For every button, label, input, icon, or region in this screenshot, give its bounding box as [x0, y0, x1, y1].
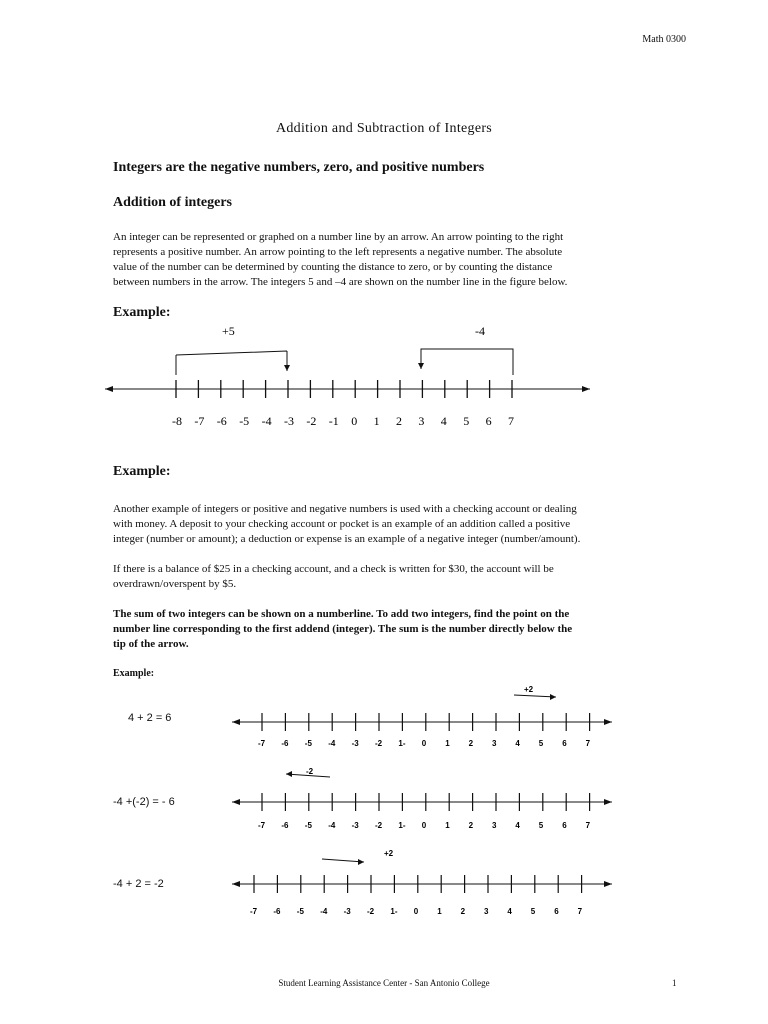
tick-label: -5	[296, 907, 304, 916]
course-code: Math 0300	[642, 34, 686, 45]
plus2-arrow	[322, 859, 364, 862]
plus2-arrow	[514, 695, 556, 697]
text-line: number line corresponding to the first addend (integer). The sum is the number directly below the	[113, 623, 573, 635]
minus4-arrowhead-icon	[418, 363, 424, 369]
footer-text: Student Learning Assistance Center - San Antonio College	[278, 978, 490, 988]
tick-label: 4	[515, 739, 520, 748]
tick-label: -3	[351, 821, 359, 830]
tick-label: 7	[585, 821, 591, 830]
tick-label: -2	[367, 907, 375, 916]
page-number: 1	[672, 978, 677, 988]
tick-label: 3	[492, 821, 497, 830]
minus4-arrow	[421, 349, 513, 375]
right-arrowhead-icon	[604, 881, 612, 887]
text-line: integer (number or amount); a deduction or expense is an example of a negative integer (number/amount).	[113, 533, 581, 545]
text-line: An integer can be represented or graphed on a number line by an arrow. An arrow pointing to the right	[113, 231, 564, 243]
arrow-label: +2	[524, 685, 534, 694]
plus2-arrowhead-icon	[358, 859, 364, 865]
example-2-label: Example:	[113, 464, 171, 479]
tick-label: -4	[328, 821, 336, 830]
text-line: represents a positive number. An arrow pointing to the left represents a negative number. The absolute	[113, 246, 563, 258]
heading-addition-of-integers: Addition of integers	[113, 195, 232, 210]
arrow-label: -2	[306, 767, 314, 776]
tick-label: 0	[421, 739, 427, 748]
tick-label: 0	[413, 907, 419, 916]
tick-label: 2	[460, 907, 466, 916]
tick-label: -6	[281, 821, 289, 830]
tick-label: 4	[440, 414, 447, 428]
equation-1: 4 + 2 = 6	[128, 712, 172, 724]
tick-label: 1	[445, 739, 450, 748]
tick-label: -8	[172, 414, 182, 428]
number-line-example-3a	[220, 676, 620, 752]
sum-paragraph	[113, 607, 572, 652]
tick-label: 2	[396, 414, 402, 428]
balance-paragraph	[113, 562, 554, 592]
tick-label: 5	[538, 739, 544, 748]
text-line: between numbers in the arrow. The integers 5 and –4 are shown on the number line in the figure below.	[113, 276, 568, 288]
text-line: overdrawn/overspent by $5.	[113, 578, 237, 590]
money-paragraph	[113, 502, 580, 547]
tick-label: -6	[273, 907, 281, 916]
equation-3: -4 + 2 = -2	[113, 878, 164, 890]
tick-label: -5	[304, 739, 312, 748]
tick-label: 3	[492, 739, 497, 748]
tick-label: -2	[375, 739, 383, 748]
heading-integers-definition: Integers are the negative numbers, zero, and positive numbers	[113, 160, 485, 175]
example-3-label: Example:	[113, 668, 155, 679]
text-line: Another example of integers or positive and negative numbers is used with a checking account or dealing	[113, 503, 577, 515]
tick-label: 0	[351, 414, 358, 428]
tick-label: -2	[306, 414, 317, 428]
tick-label: 1	[445, 821, 450, 830]
tick-label: 7	[577, 907, 583, 916]
tick-label: 1-	[398, 821, 406, 830]
tick-label: -2	[375, 821, 383, 830]
left-arrowhead-icon	[232, 719, 240, 725]
tick-label: 5	[463, 414, 470, 428]
plus5-arrow	[176, 351, 287, 375]
text-line: value of the number can be determined by counting the distance to zero, or by counting the distance	[113, 261, 553, 273]
tick-label: 3	[484, 907, 489, 916]
tick-label: 5	[530, 907, 536, 916]
tick-label: 6	[485, 414, 492, 428]
tick-label: -3	[284, 414, 294, 428]
right-arrowhead-icon	[582, 386, 590, 392]
tick-label: 6	[554, 907, 559, 916]
tick-label: 7	[508, 414, 514, 428]
number-line-example-3b	[220, 760, 620, 836]
example-label: Example:	[113, 305, 171, 320]
tick-label: 4	[507, 907, 512, 916]
tick-label: -4	[261, 414, 272, 428]
tick-label: -7	[250, 907, 258, 916]
tick-label: -7	[258, 821, 266, 830]
equation-2: -4 +(-2) = - 6	[113, 796, 175, 808]
right-arrowhead-icon	[604, 799, 612, 805]
tick-label: -6	[216, 414, 227, 428]
left-arrowhead-icon	[232, 881, 240, 887]
tick-label: 1	[373, 414, 380, 428]
tick-label: 3	[418, 414, 425, 428]
tick-label: 5	[538, 821, 544, 830]
text-line: If there is a balance of $25 in a checking account, and a check is written for $30, the account will be	[113, 563, 554, 575]
intro-paragraph	[113, 230, 567, 290]
tick-label: -4	[320, 907, 328, 916]
tick-label: 7	[585, 739, 591, 748]
number-line-example-3c	[220, 842, 620, 922]
arrow-label: +2	[384, 849, 394, 858]
arrow-label-plus5: +5	[222, 324, 235, 338]
tick-label: 1	[437, 907, 442, 916]
tick-label: 1-	[390, 907, 398, 916]
tick-label: 1-	[398, 739, 406, 748]
text-line: tip of the arrow.	[113, 638, 189, 650]
left-arrowhead-icon	[105, 386, 113, 392]
plus5-arrowhead-icon	[284, 365, 290, 371]
right-arrowhead-icon	[604, 719, 612, 725]
tick-label: -1	[328, 414, 339, 428]
tick-label: 2	[468, 739, 474, 748]
minus2-arrowhead-icon	[286, 771, 292, 777]
page-title: Addition and Subtraction of Integers	[275, 121, 493, 136]
arrow-label-minus4: -4	[475, 324, 485, 338]
tick-label: -4	[328, 739, 336, 748]
text-line: with money. A deposit to your checking account or pocket is an example of an addition called a positive	[113, 518, 571, 530]
text-line: The sum of two integers can be shown on a numberline. To add two integers, find the point on the	[113, 608, 570, 620]
tick-label: 4	[515, 821, 520, 830]
tick-label: 6	[562, 821, 567, 830]
tick-label: -3	[351, 739, 359, 748]
tick-label: -6	[281, 739, 289, 748]
tick-label: -3	[343, 907, 351, 916]
tick-label: 2	[468, 821, 474, 830]
tick-label: 0	[421, 821, 427, 830]
tick-label: -7	[194, 414, 205, 428]
left-arrowhead-icon	[232, 799, 240, 805]
tick-label: -5	[304, 821, 312, 830]
tick-label: -7	[258, 739, 266, 748]
plus2-arrowhead-icon	[550, 694, 556, 700]
tick-label: 6	[562, 739, 567, 748]
tick-label: -5	[239, 414, 250, 428]
number-line-example-1	[0, 315, 768, 435]
